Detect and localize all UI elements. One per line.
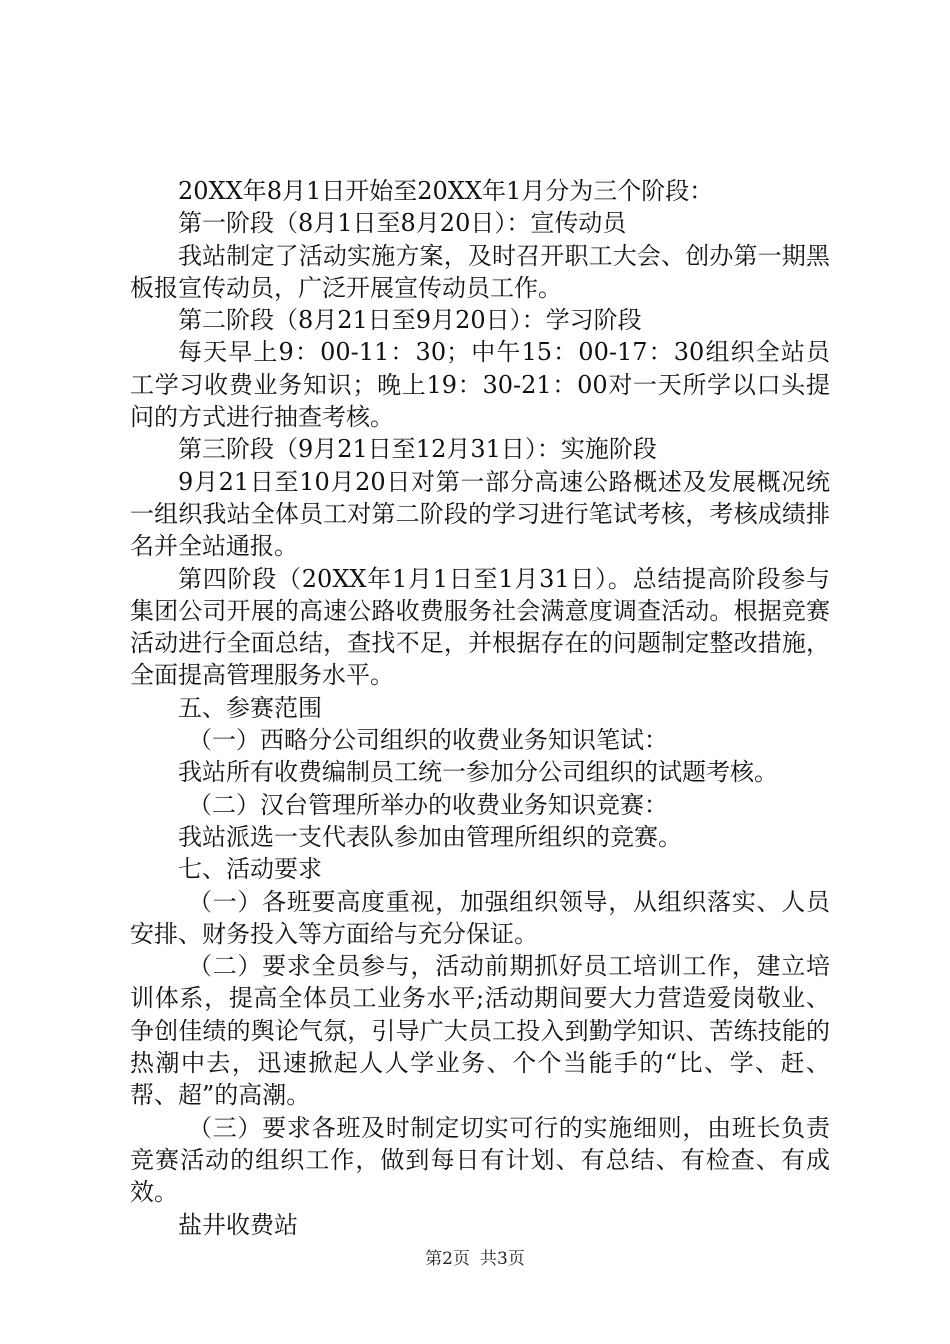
paragraph-requirement-three: （三）要求各班及时制定切实可行的实施细则，由班长负责竞赛活动的组织工作，做到每日有计划、有总结、有检查、有成效。 xyxy=(130,1113,830,1207)
paragraph-scope-item-one: （一）西略分公司组织的收费业务知识笔试： xyxy=(188,726,668,755)
paragraph-stage-three-heading: 第三阶段（9月21日至12月31日）：实施阶段 xyxy=(178,435,657,464)
paragraph-scope-item-two-body: 我站派选一支代表队参加由管理所组织的竞赛。 xyxy=(178,822,682,851)
paragraph-scope-item-two: （二）汉台管理所举办的收费业务知识竞赛： xyxy=(188,790,668,819)
paragraph-requirement-one: （一）各班要高度重视，加强组织领导，从组织落实、人员安排、财务投入等方面给与充分保证。 xyxy=(130,887,830,948)
page-total: 共3页 xyxy=(480,1249,525,1269)
section-heading-requirements: 七、活动要求 xyxy=(178,855,322,884)
document-body xyxy=(130,175,830,1241)
paragraph-stages-intro: 20XX年8月1日开始至20XX年1月分为三个阶段： xyxy=(178,177,714,205)
paragraph-stage-two-body: 每天早上9：00-11：30；中午15：00-17：30组织全站员工学习收费业务知识；晚上19：30-21：00对一天所学以口头提问的方式进行抽查考核。 xyxy=(130,338,830,432)
page-footer xyxy=(0,1244,950,1269)
paragraph-stage-two-heading: 第二阶段（8月21日至9月20日）：学习阶段 xyxy=(178,306,642,335)
paragraph-stage-one-heading: 第一阶段（8月1日至8月20日）：宣传动员 xyxy=(178,209,627,238)
paragraph-stage-three-body: 9月21日至10月20日对第一部分高速公路概述及发展概况统一组织我站全体员工对第二阶段的学习进行笔试考核，考核成绩排名并全站通报。 xyxy=(130,467,830,561)
paragraph-signature: 盐井收费站 xyxy=(178,1210,298,1239)
page-number: 第2页 xyxy=(425,1249,470,1269)
paragraph-stage-one-body: 我站制定了活动实施方案，及时召开职工大会、创办第一期黑板报宣传动员，广泛开展宣传动员工作。 xyxy=(130,241,830,302)
section-heading-scope: 五、参赛范围 xyxy=(178,693,322,722)
paragraph-scope-item-one-body: 我站所有收费编制员工统一参加分公司组织的试题考核。 xyxy=(178,758,778,787)
paragraph-requirement-two: （二）要求全员参与，活动前期抓好员工培训工作，建立培训体系，提高全体员工业务水平;活动期间要大力营造爱岗敬业、争创佳绩的舆论气氛，引导广大员工投入到勤学知识、苦练技能的热潮中去，迅速掀起人人学业务、个个当能手的“比、学、赶、帮、超”的高潮。 xyxy=(130,952,830,1110)
paragraph-stage-four: 第四阶段（20XX年1月1日至1月31日）。总结提高阶段参与集团公司开展的高速公路收费服务社会满意度调查活动。根据竞赛活动进行全面总结，查找不足，并根据存在的问题制定整改措施，全面提高管理服务水平。 xyxy=(130,564,830,690)
